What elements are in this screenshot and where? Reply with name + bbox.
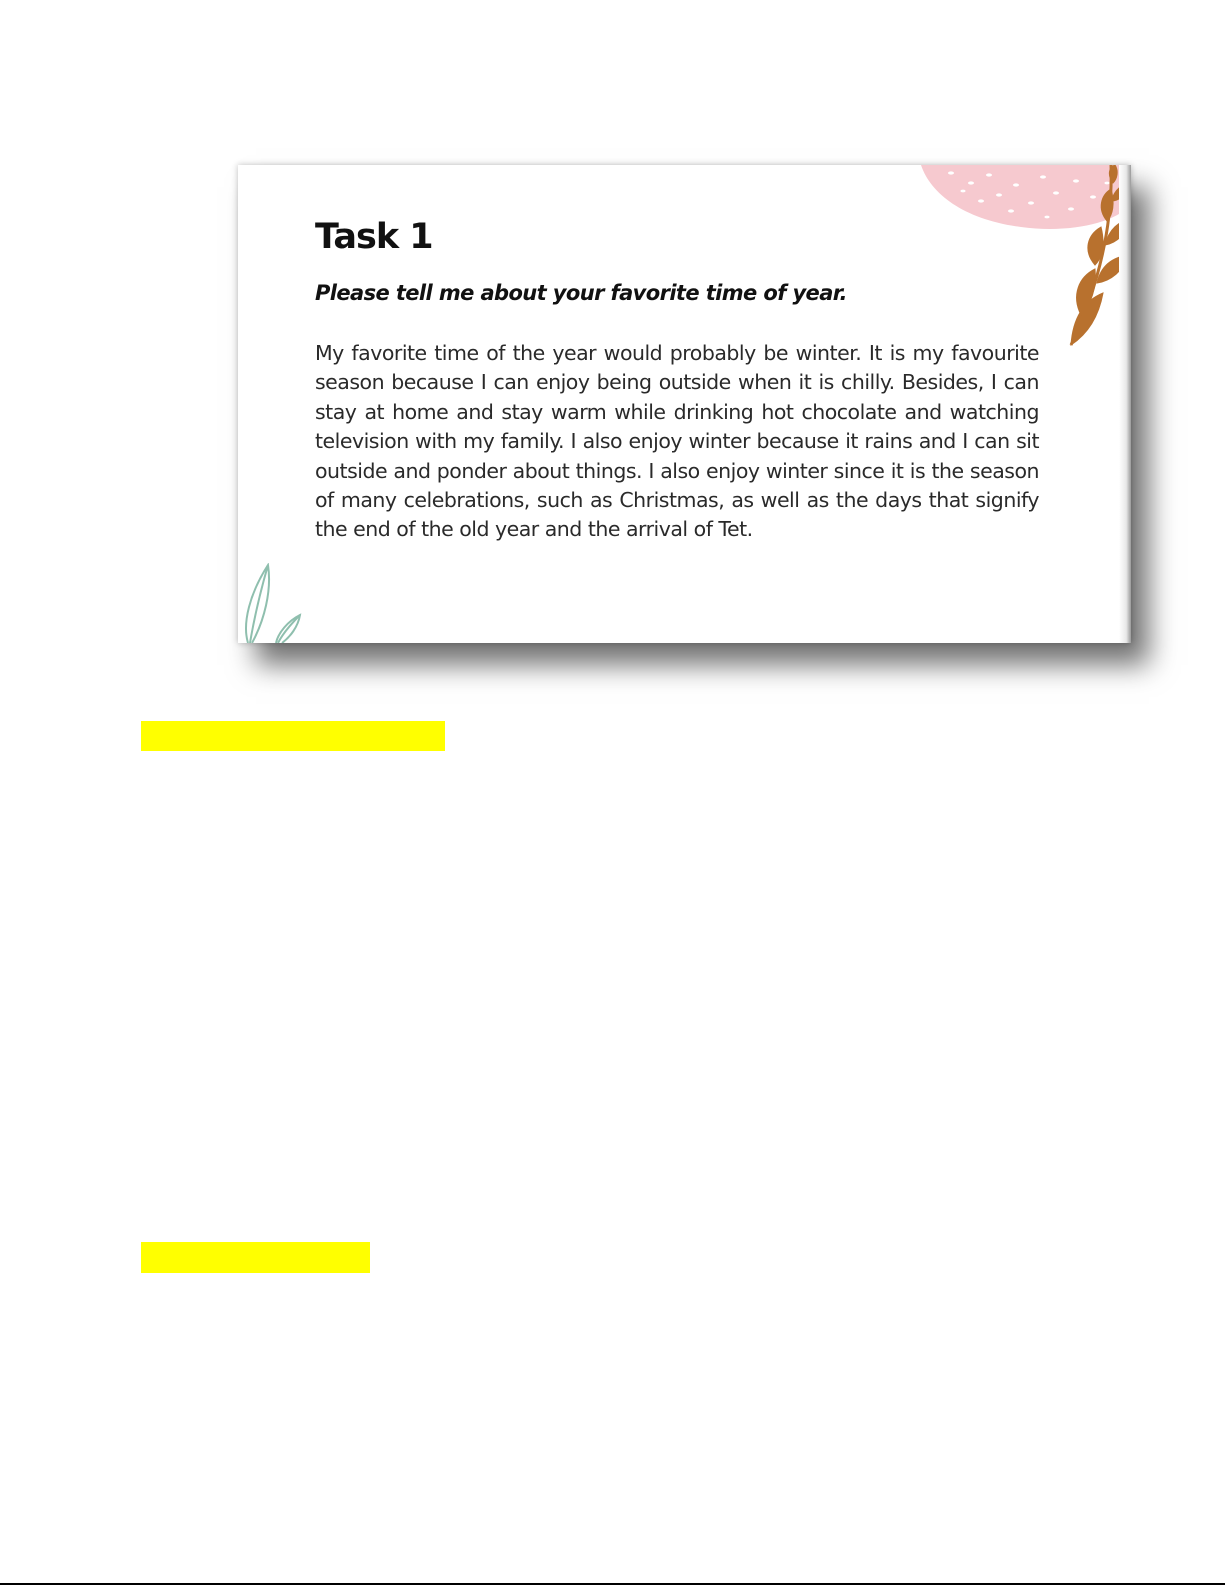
highlighted-blank-line-2 xyxy=(141,1242,370,1273)
task-question: Please tell me about your favorite time of year. xyxy=(315,281,847,305)
task-answer-paragraph: My favorite time of the year would probably be winter. It is my favourite season because I can enjoy being outside when it is chilly. Besides, I can stay at home and stay warm while drinking hot chocolate and watching television with my family. I also enjoy winter because it rains and I can sit outside and ponder about things. I also enjoy winter since it is the season of many celebrations, such as Christmas, as well as the days that signify the end of the old year and the arrival of Tet. xyxy=(315,341,1039,542)
task-title: Task 1 xyxy=(315,217,433,257)
highlighted-blank-line-1 xyxy=(141,721,445,751)
task-card-image xyxy=(238,165,1131,643)
green-leaf-outline-icon xyxy=(238,563,308,643)
card-right-edge xyxy=(1119,165,1131,643)
